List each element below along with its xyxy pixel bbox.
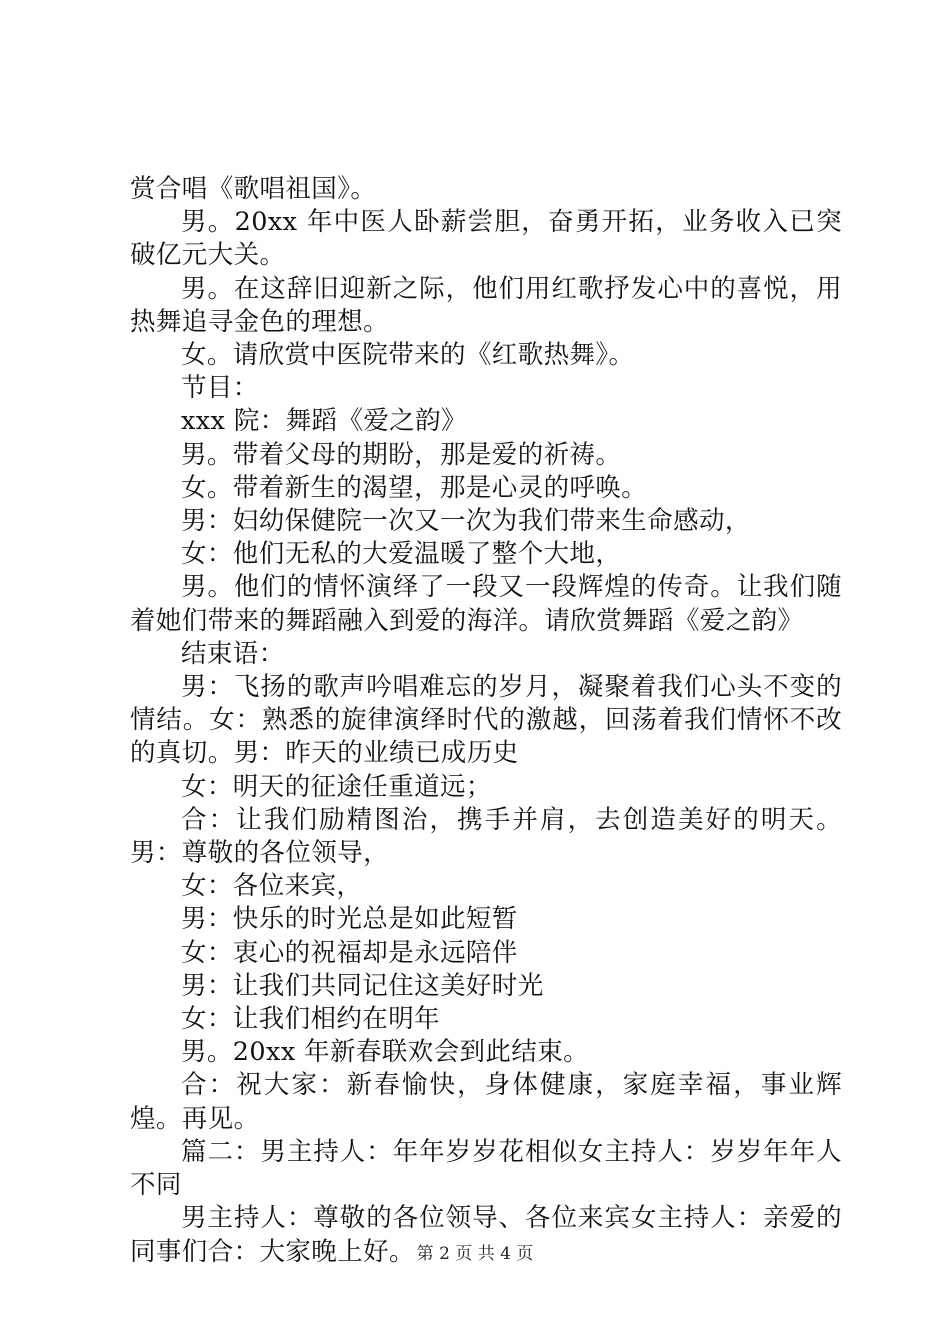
paragraph: 节目： [181, 373, 259, 404]
paragraph: 男。在这辞旧迎新之际，他们用红歌抒发心中的喜悦，用热舞追寻金色的理想。 [130, 273, 842, 337]
paragraph: 篇二：男主持人：年年岁岁花相似女主持人：岁岁年年人不同 [130, 1136, 842, 1201]
paragraph: 女：他们无私的大爱温暖了整个大地， [181, 539, 622, 570]
paragraph: 男：妇幼保健院一次又一次为我们带来生命感动， [181, 506, 751, 537]
paragraph: 女：衷心的祝福却是永远陪伴 [181, 937, 518, 968]
paragraph: 合：祝大家：新春愉快，身体健康，家庭幸福，事业辉煌。再见。 [130, 1070, 842, 1134]
paragraph: 结束语： [181, 638, 285, 669]
paragraph: 女。请欣赏中医院带来的《红歌热舞》。 [181, 340, 635, 371]
paragraph: 女：让我们相约在明年 [181, 1004, 441, 1035]
paragraph: 合：让我们励精图治，携手并肩，去创造美好的明天。男：尊敬的各位领导， [130, 804, 842, 869]
paragraph: 男。20xx 年新春联欢会到此结束。 [181, 1037, 590, 1068]
paragraph: 女：各位来宾， [181, 871, 363, 902]
paragraph: 男。带着父母的期盼，那是爱的祈祷。 [181, 439, 622, 470]
paragraph: 女：明天的征途任重道远； [181, 771, 492, 802]
paragraph: 男。20xx 年中医人卧薪尝胆，奋勇开拓，业务收入已突破亿元大关。 [130, 207, 842, 271]
paragraph: 女。带着新生的渴望，那是心灵的呼唤。 [181, 472, 648, 503]
paragraph: 男主持人：尊敬的各位领导、各位来宾女主持人：亲爱的同事们合：大家晚上好。 [130, 1203, 842, 1267]
paragraph: 赏合唱《歌唱祖国》。 [130, 174, 377, 204]
paragraph: 男：飞扬的歌声吟唱难忘的岁月，凝聚着我们心头不变的情结。女：熟悉的旋律演绎时代的激越，回荡着我们情怀不改的真切。男：昨天的业绩已成历史 [130, 672, 842, 769]
paragraph: 男。他们的情怀演绎了一段又一段辉煌的传奇。让我们随着她们带来的舞蹈融入到爱的海洋。请欣赏舞蹈《爱之韵》 [130, 572, 842, 636]
page-number-footer: 第 2 页 共 4 页 [416, 1244, 534, 1264]
paragraph: 男：让我们共同记住这美好时光 [181, 970, 544, 1001]
paragraph: 男：快乐的时光总是如此短暂 [181, 904, 518, 935]
paragraph: xxx 院：舞蹈《爱之韵》 [181, 406, 467, 437]
document-body [130, 173, 842, 1269]
